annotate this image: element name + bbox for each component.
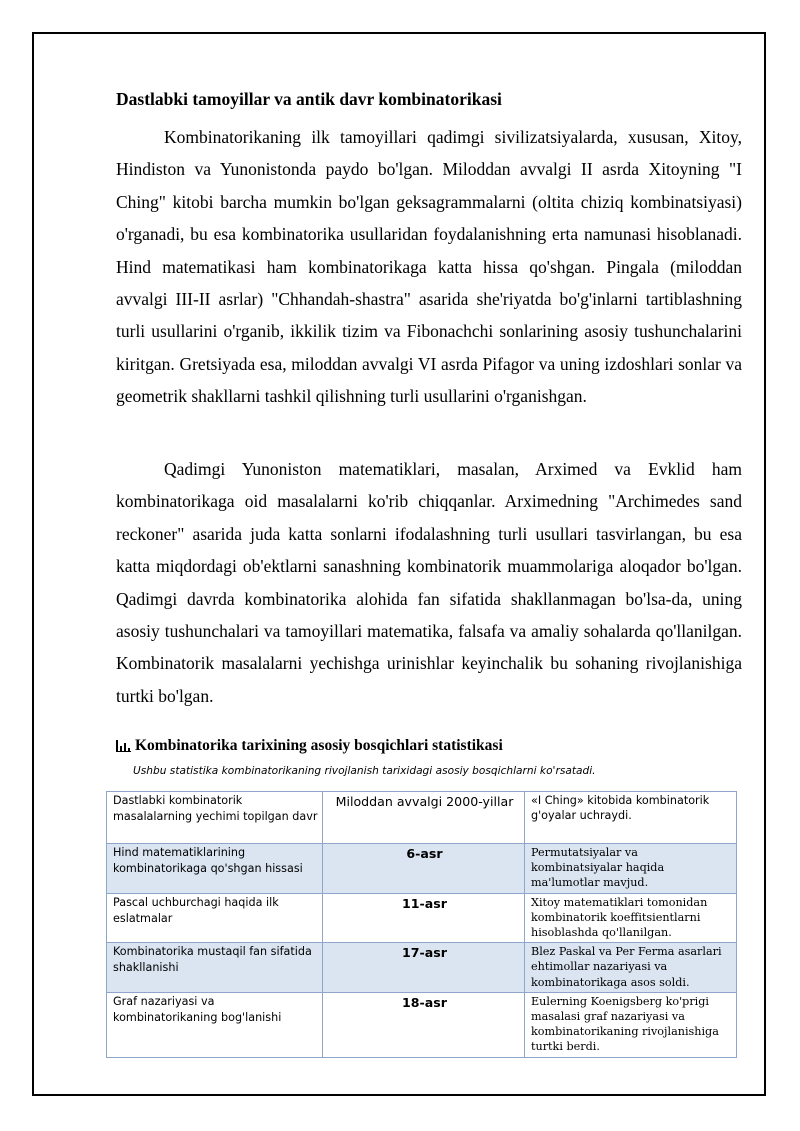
table-row xyxy=(107,792,737,844)
table-cell-period: 18-asr xyxy=(323,992,525,1057)
table-row xyxy=(107,943,737,993)
table-cell-note: Xitoy matematiklari tomonidan kombinatorik koeffitsientlarni hisoblashda qo'llanilgan. xyxy=(525,893,737,943)
table-cell-period: 6-asr xyxy=(323,844,525,894)
table-row xyxy=(107,893,737,943)
table-cell-note: Eulerning Koenigsberg ko'prigi masalasi graf nazariyasi va kombinatorikaning rivojlanishiga turtki berdi. xyxy=(525,992,737,1057)
table-cell-note: Blez Paskal va Per Ferma asarlari ehtimollar nazariyasi va kombinatorikaga asos soldi. xyxy=(525,943,737,993)
table-cell-note: «I Ching» kitobida kombinatorik g'oyalar uchraydi. xyxy=(525,792,737,844)
table-cell-stage: Pascal uchburchagi haqida ilk eslatmalar xyxy=(107,893,323,943)
table-cell-period: 11-asr xyxy=(323,893,525,943)
table-cell-period: 17-asr xyxy=(323,943,525,993)
statistics-title xyxy=(116,735,742,757)
table-row xyxy=(107,844,737,894)
statistics-table xyxy=(106,791,737,1058)
statistics-caption: Ushbu statistika kombinatorikaning rivojlanish tarixidagi asosiy bosqichlarni ko'rsatadi. xyxy=(133,765,596,777)
bar-chart-icon xyxy=(116,740,131,752)
table-cell-stage: Dastlabki kombinatorik masalalarning yechimi topilgan davr xyxy=(107,792,323,844)
table-cell-stage: Graf nazariyasi va kombinatorikaning bog'lanishi xyxy=(107,992,323,1057)
table-cell-note: Permutatsiyalar va kombinatsiyalar haqida ma'lumotlar mavjud. xyxy=(525,844,737,894)
section-heading: Dastlabki tamoyillar va antik davr kombinatorikasi xyxy=(116,89,502,109)
table-row xyxy=(107,992,737,1057)
paragraph-2: Qadimgi Yunoniston matematiklari, masalan, Arximed va Evklid ham kombinatorikaga oid masalalarni ko'rib chiqqanlar. Arximedning "Archimedes sand reckoner" asarida juda katta sonlarni ifodalashning turli usullari tasvirlangan, bu esa katta miqdordagi ob'ektlarni sanashning kombinatorik muammolariga aloqador bo'lgan. Qadimgi davrda kombinatorika alohida fan sifatida shakllanmagan bo'lsa-da, uning asosiy tushunchalari va tamoyillari matematika, falsafa va amaliy sohalarda qo'llanilgan. Kombinatorik masalalarni yechishga urinishlar keyinchalik bu sohaning rivojlanishiga turtki bo'lgan. xyxy=(116,459,742,706)
table-cell-stage: Hind matematiklarining kombinatorikaga qo'shgan hissasi xyxy=(107,844,323,894)
table-cell-stage: Kombinatorika mustaqil fan sifatida shakllanishi xyxy=(107,943,323,993)
paragraph-1: Kombinatorikaning ilk tamoyillari qadimgi sivilizatsiyalarda, xususan, Xitoy, Hindiston va Yunonistonda paydo bo'lgan. Miloddan avvalgi II asrda Xitoyning "I Ching" kitobi barcha mumkin bo'lgan geksagrammalarni (oltita chiziq kombinatsiyasi) o'rganadi, bu esa kombinatorika usullaridan foydalanishning erta namunasi hisoblanadi. Hind matematikasi ham kombinatorikaga katta hissa qo'shgan. Pingala (miloddan avvalgi III-II asrlar) "Chhandah-shastra" asarida she'riyatda bo'g'inlarni tartiblashning turli usullarini o'rganib, ikkilik tizim va Fibonachchi sonlarining asosiy tushunchalarini kiritgan. Gretsiyada esa, miloddan avvalgi VI asrda Pifagor va uning izdoshlari sonlar va geometrik shakllarni tashkil qilishning turli usullarini o'rganishgan. xyxy=(116,127,742,407)
table-cell-period: Miloddan avvalgi 2000-yillar xyxy=(323,792,525,844)
statistics-title-text: Kombinatorika tarixining asosiy bosqichlari statistikasi xyxy=(135,737,503,754)
